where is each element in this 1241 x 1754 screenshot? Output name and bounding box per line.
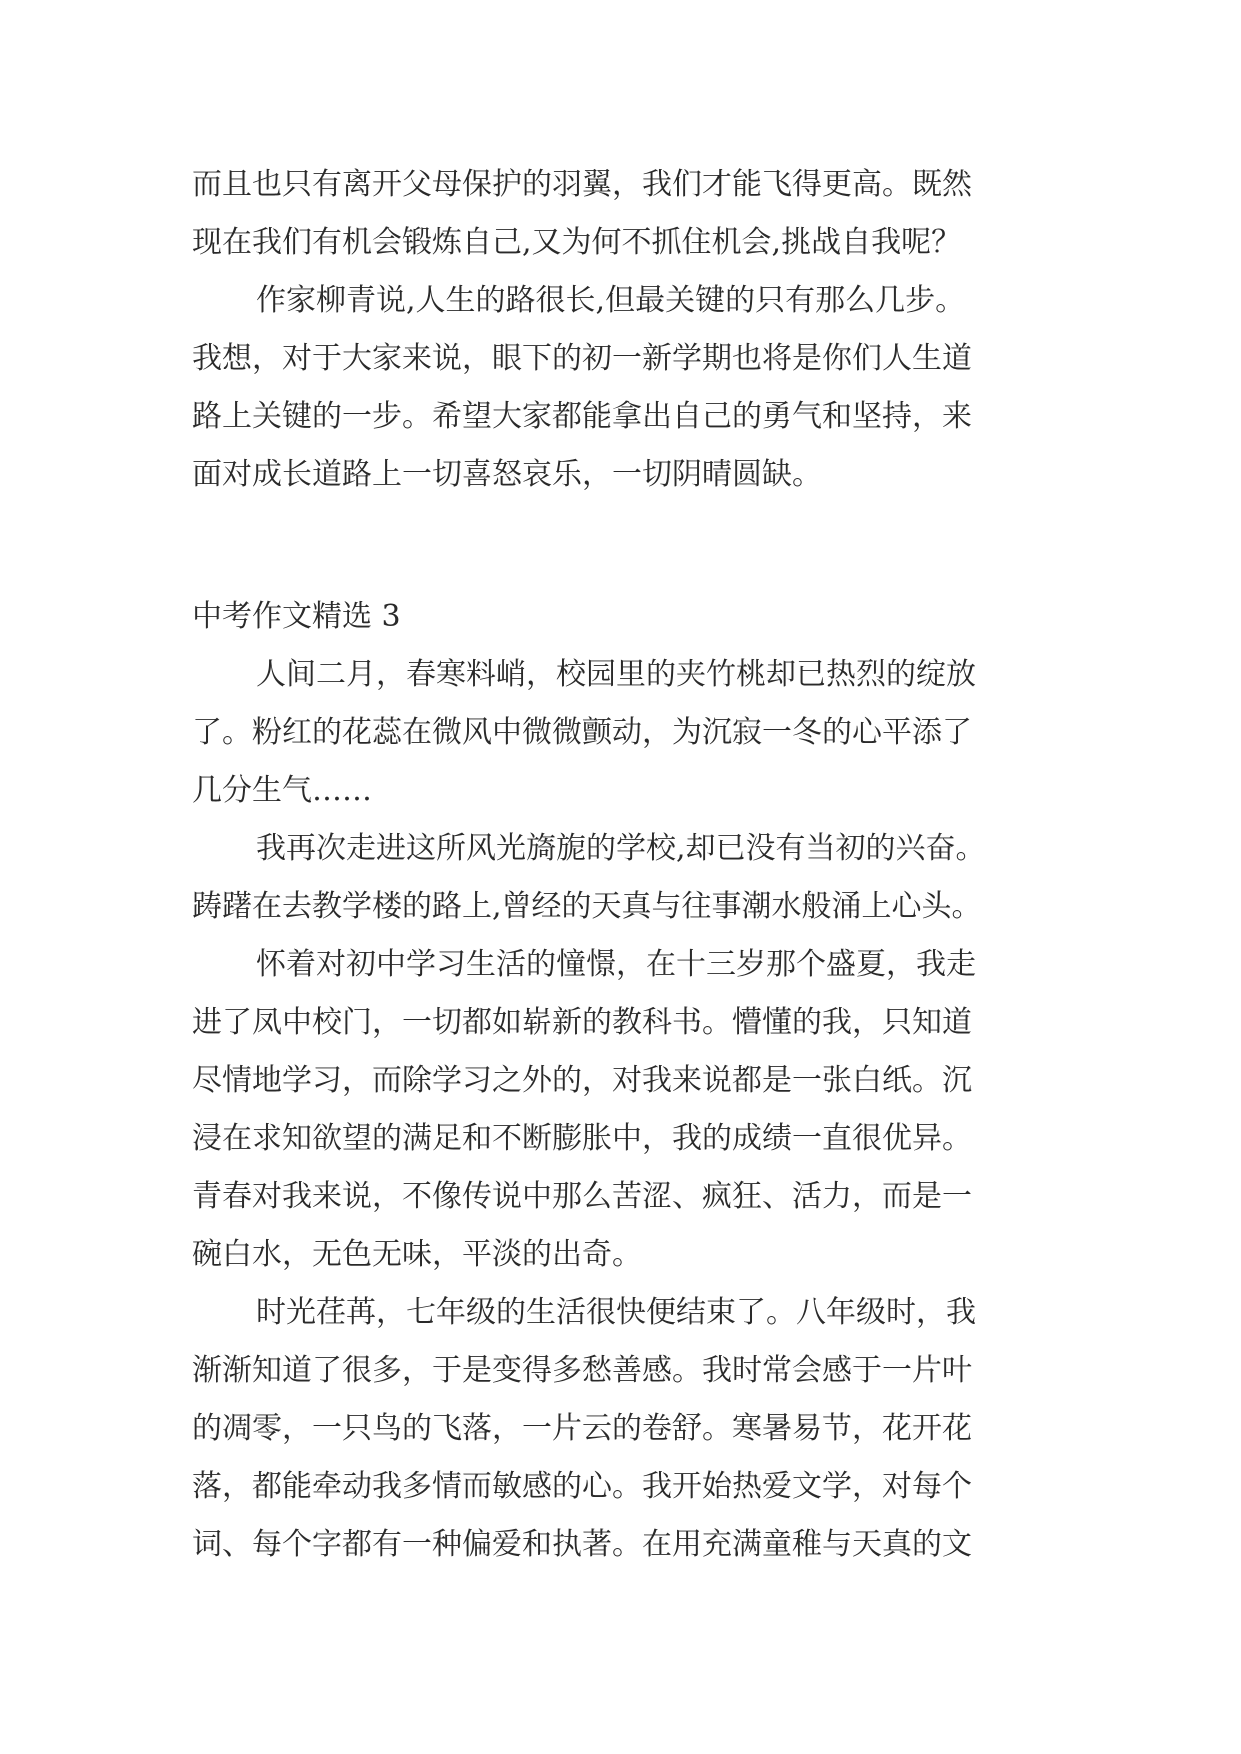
text-line: 词、每个字都有一种偏爱和执著。在用充满童稚与天真的文	[192, 1527, 972, 1562]
paragraph-start-line: 人间二月，春寒料峭，校园里的夹竹桃却已热烈的绽放	[256, 657, 976, 692]
text-line: 碗白水，无色无味，平淡的出奇。	[192, 1237, 642, 1272]
text-line: 我想，对于大家来说，眼下的初一新学期也将是你们人生道	[192, 341, 972, 376]
text-line: 的凋零，一只鸟的飞落，一片云的卷舒。寒暑易节，花开花	[192, 1411, 972, 1446]
paragraph-start-line: 怀着对初中学习生活的憧憬，在十三岁那个盛夏，我走	[256, 947, 976, 982]
paragraph-start-line: 作家柳青说,人生的路很长,但最关键的只有那么几步。	[256, 283, 966, 318]
text-line: 几分生气……	[192, 773, 372, 808]
text-line: 青春对我来说，不像传说中那么苦涩、疯狂、活力，而是一	[192, 1179, 972, 1214]
section-heading: 中考作文精选 3	[192, 599, 401, 634]
text-line: 面对成长道路上一切喜怒哀乐，一切阴晴圆缺。	[192, 457, 822, 492]
section-gap	[192, 504, 1072, 588]
text-line: 浸在求知欲望的满足和不断膨胀中，我的成绩一直很优异。	[192, 1121, 972, 1156]
text-line: 路上关键的一步。希望大家都能拿出自己的勇气和坚持，来	[192, 399, 972, 434]
text-line: 而且也只有离开父母保护的羽翼，我们才能飞得更高。既然	[192, 167, 972, 202]
document-body	[192, 156, 1072, 1574]
paragraph-start-line: 时光荏苒，七年级的生活很快便结束了。八年级时，我	[256, 1295, 976, 1330]
text-line: 尽情地学习，而除学习之外的，对我来说都是一张白纸。沉	[192, 1063, 972, 1098]
text-line: 了。粉红的花蕊在微风中微微颤动，为沉寂一冬的心平添了	[192, 715, 972, 750]
paragraph-start-line: 我再次走进这所风光旖旎的学校,却已没有当初的兴奋。	[256, 831, 986, 866]
text-line: 现在我们有机会锻炼自己,又为何不抓住机会,挑战自我呢？	[192, 225, 962, 260]
text-line: 进了凤中校门，一切都如崭新的教科书。懵懂的我，只知道	[192, 1005, 972, 1040]
text-line: 渐渐知道了很多，于是变得多愁善感。我时常会感于一片叶	[192, 1353, 972, 1388]
text-line: 踌躇在去教学楼的路上,曾经的天真与往事潮水般涌上心头。	[192, 889, 982, 924]
text-line: 落，都能牵动我多情而敏感的心。我开始热爱文学，对每个	[192, 1469, 972, 1504]
